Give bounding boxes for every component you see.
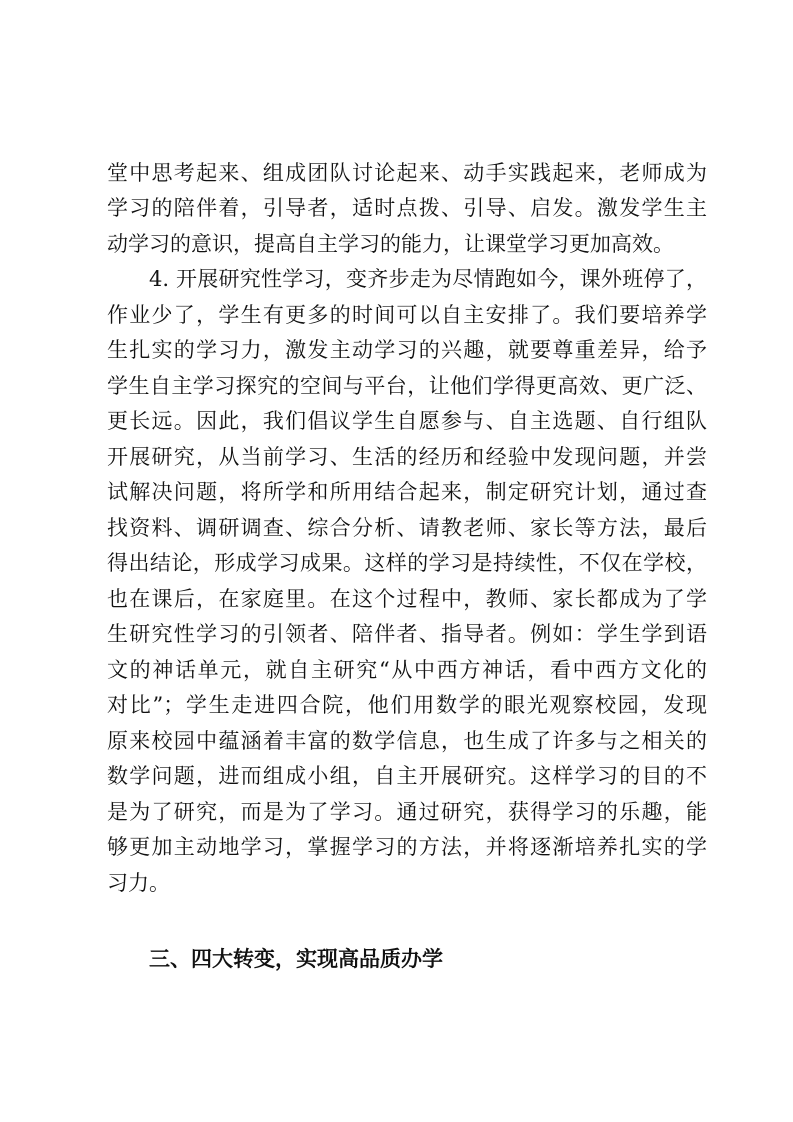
paragraph-line: 开展研究，从当前学习、生活的经历和经验中发现问题，并尝 <box>107 445 707 469</box>
paragraph-line: 学生自主学习探究的空间与平台，让他们学得更高效、更广泛、 <box>107 374 707 398</box>
paragraph-line: 够更加主动地学习，掌握学习的方法，并将逐渐培养扎实的学 <box>107 835 707 859</box>
paragraph-line: 是为了研究，而是为了学习。通过研究，获得学习的乐趣，能 <box>107 800 707 824</box>
paragraph-line: 原来校园中蕴涵着丰富的数学信息，也生成了许多与之相关的 <box>107 729 707 753</box>
paragraph-line: 数学问题，进而组成小组，自主开展研究。这样学习的目的不 <box>107 764 707 788</box>
paragraph-line: 生研究性学习的引领者、陪伴者、指导者。例如：学生学到语 <box>107 622 707 646</box>
paragraph-line: 得出结论，形成学习成果。这样的学习是持续性，不仅在学校， <box>107 551 707 575</box>
paragraph-line: 学习的陪伴着，引导者，适时点拨、引导、启发。激发学生主 <box>107 196 707 220</box>
paragraph-line: 4. 开展研究性学习，变齐步走为尽情跑如今，课外班停了， <box>149 267 707 291</box>
paragraph-line: 更长远。因此，我们倡议学生自愿参与、自主选题、自行组队 <box>107 409 707 433</box>
paragraph-line: 作业少了，学生有更多的时间可以自主安排了。我们要培养学 <box>107 303 707 327</box>
paragraph-line: 找资料、调研调查、综合分析、请教老师、家长等方法，最后 <box>107 516 707 540</box>
paragraph-line: 也在课后，在家庭里。在这个过程中，教师、家长都成为了学 <box>107 587 707 611</box>
paragraph-line: 习力。 <box>107 871 170 895</box>
section-heading: 三、四大转变，实现高品质办学 <box>149 946 443 971</box>
paragraph-line: 堂中思考起来、组成团队讨论起来、动手实践起来，老师成为 <box>107 161 707 185</box>
paragraph-line: 试解决问题，将所学和所用结合起来，制定研究计划，通过查 <box>107 480 707 504</box>
paragraph-line: 文的神话单元，就自主研究“从中西方神话，看中西方文化的 <box>107 658 707 682</box>
paragraph-line: 生扎实的学习力，激发主动学习的兴趣，就要尊重差异，给予 <box>107 338 707 362</box>
paragraph-line: 对比”；学生走进四合院，他们用数学的眼光观察校园，发现 <box>107 693 707 717</box>
paragraph-line: 动学习的意识，提高自主学习的能力，让课堂学习更加高效。 <box>107 232 674 256</box>
